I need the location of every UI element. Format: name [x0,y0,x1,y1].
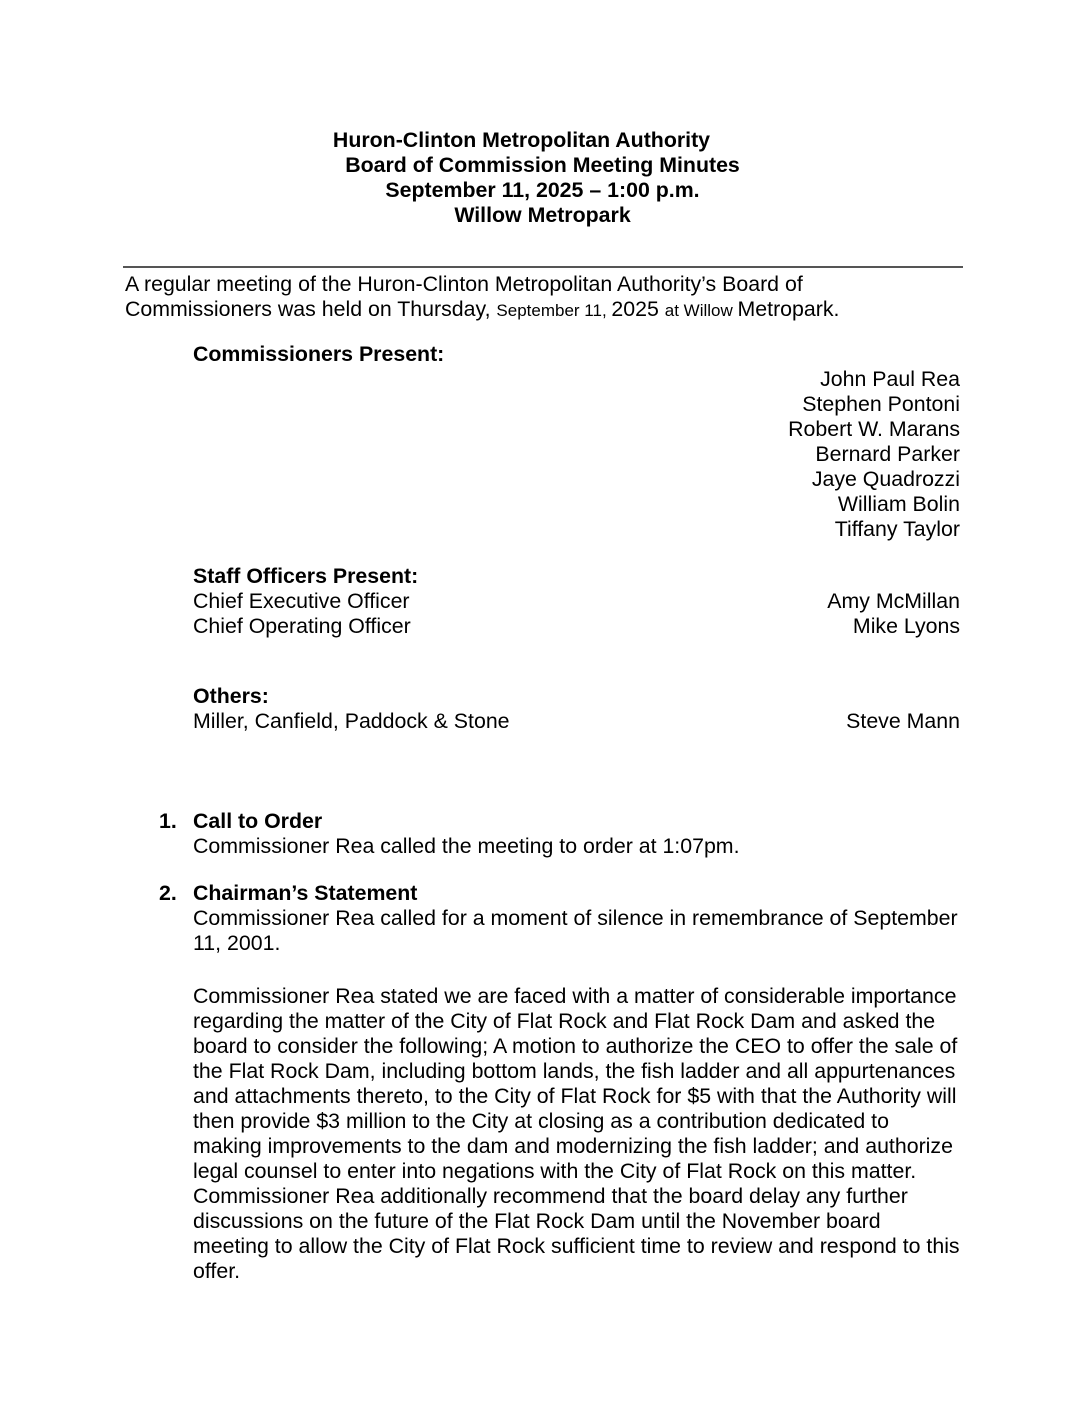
header-divider-rule [123,266,963,268]
document-header [125,128,960,228]
commissioner-name: Jaye Quadrozzi [811,467,960,491]
doc-title-line-4: Willow Metropark [454,203,631,227]
doc-title-line-3: September 11, 2025 – 1:00 p.m. [385,178,700,202]
others-section [125,684,960,734]
commissioner-name: John Paul Rea [820,367,960,391]
agenda-item-heading [125,881,960,906]
agenda-item-heading [125,809,960,834]
intro-segment-1: A regular meeting of the Huron-Clinton Metropolitan Authority’s Board of Commissioners was held on Thursday, [125,272,803,321]
doc-title-line-2: Board of Commission Meeting Minutes [345,153,740,177]
commissioner-name-list [125,367,960,542]
commissioners-present-section [125,342,960,542]
agenda-item-title: Chairman’s Statement [193,881,418,905]
intro-segment-3: 2025 [611,297,665,321]
agenda-item-number: 2. [159,881,177,905]
others-name: Steve Mann [846,709,960,733]
commissioner-name: Tiffany Taylor [834,517,960,541]
meeting-minutes-document [125,0,960,1284]
staff-name: Mike Lyons [852,614,960,638]
agenda-item-call-to-order [125,809,960,859]
commissioner-name: Robert W. Marans [788,417,960,441]
staff-title: Chief Executive Officer [193,589,410,613]
commissioner-name: William Bolin [837,492,960,516]
agenda-item-paragraph: Commissioner Rea called the meeting to order at 1:07pm. [193,834,740,858]
others-heading: Others: [193,684,269,708]
agenda-item-title: Call to Order [193,809,323,833]
agenda-item-paragraph: Commissioner Rea called for a moment of silence in remembrance of September 11, 2001. [193,906,958,955]
agenda-item-chairmans-statement [125,881,960,1284]
staff-row [125,614,960,639]
staff-officers-section [125,564,960,639]
staff-name: Amy McMillan [827,589,960,613]
staff-title: Chief Operating Officer [193,614,411,638]
doc-title-line-1: Huron-Clinton Metropolitan Authority [332,128,711,152]
agenda-item-number: 1. [159,809,177,833]
intro-segment-4: at Willow [664,301,738,320]
commissioners-present-heading: Commissioners Present: [193,342,445,366]
staff-row [125,589,960,614]
meeting-intro-paragraph [125,272,953,323]
others-row [125,709,960,734]
intro-segment-5: Metropark. [737,297,840,321]
commissioner-name: Stephen Pontoni [802,392,960,416]
staff-officers-heading: Staff Officers Present: [193,564,419,588]
commissioner-name: Bernard Parker [815,442,960,466]
others-organization: Miller, Canfield, Paddock & Stone [193,709,510,733]
agenda-item-paragraph: Commissioner Rea stated we are faced with a matter of considerable importance regarding the matter of the City of Flat Rock and Flat Rock Dam and asked the board to consider the following; A motion to authorize the CEO to offer the sale of the Flat Rock Dam, including bottom lands, the fish ladder and all appurtenances and attachments thereto, to the City of Flat Rock for $5 with that the Authority will then provide $3 million to the City at closing as a contribution dedicated to making improvements to the dam and modernizing the fish ladder; and authorize legal counsel to enter into negations with the City of Flat Rock on this matter. Commissioner Rea additionally recommend that the board delay any further discussions on the future of the Flat Rock Dam until the November board meeting to allow the City of Flat Rock sufficient time to review and respond to this offer. [193,984,960,1283]
intro-segment-2: September 11, [496,301,612,320]
